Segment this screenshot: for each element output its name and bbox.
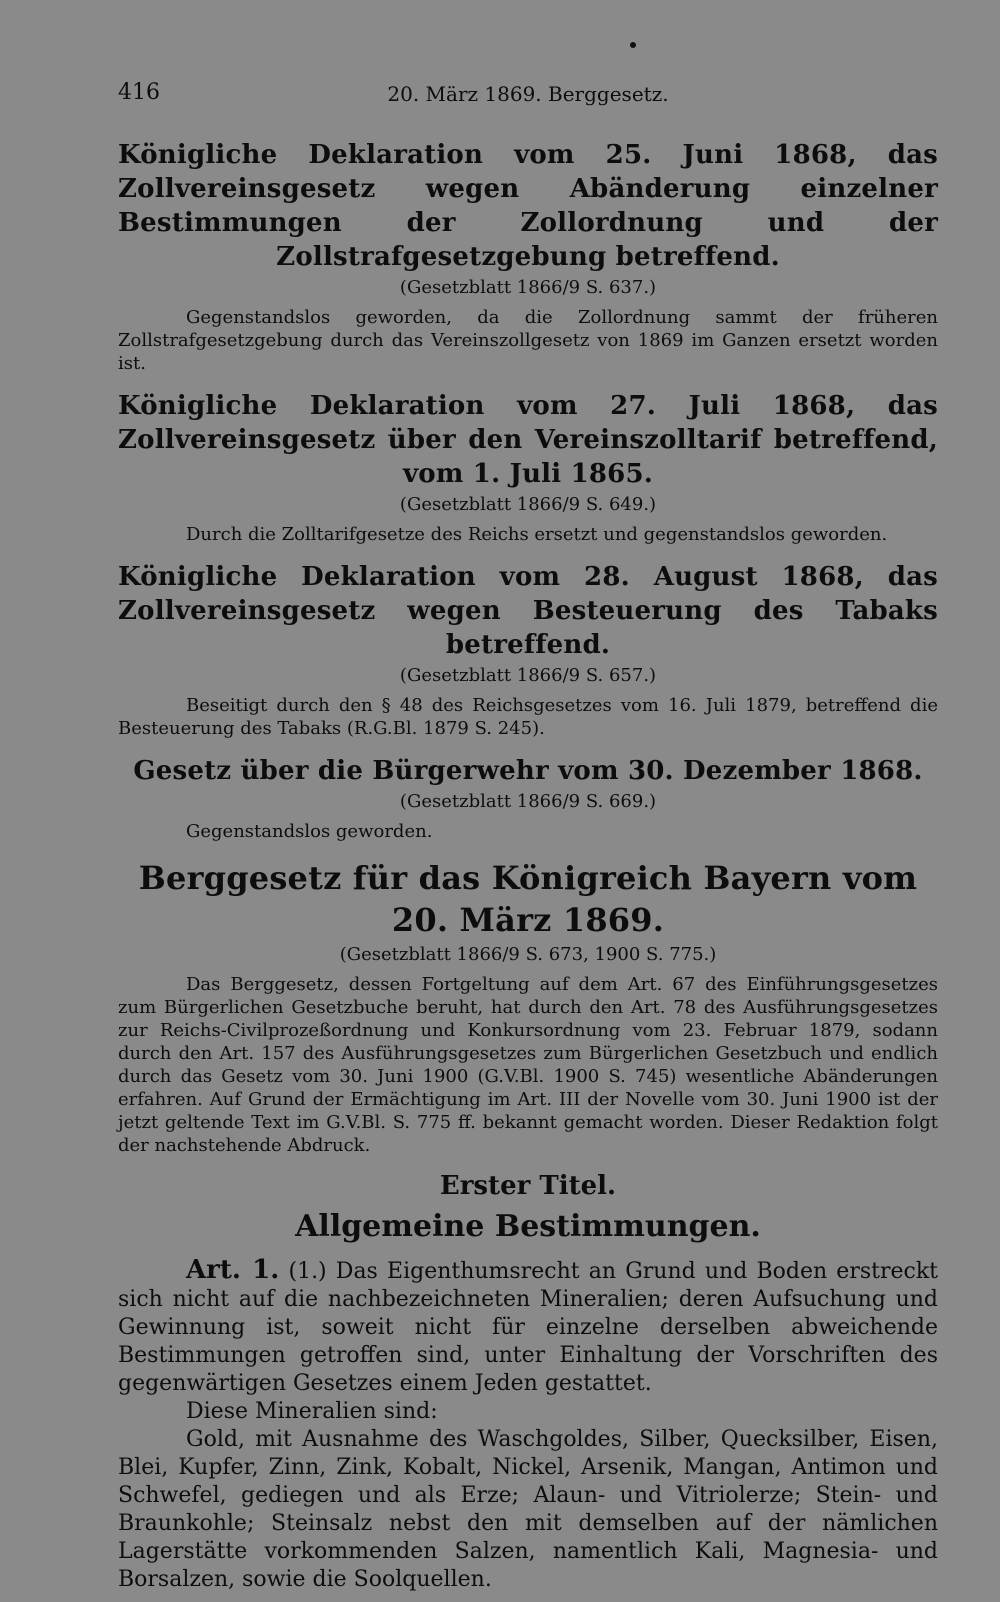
main-law-note: Das Berggesetz, dessen Fortgeltung auf dem Art. 67 des Einführungsgesetzes zum Bürgerlichen Gesetzbuche beruht, hat durch den Art. 78 des Ausführungsgesetzes zur Reichs-Civilprozeßordnung und Konkursordnung vom 23. Februar 1879, sodann durch den Art. 157 des Ausführungsgesetzes zum Bürgerlichen Gesetzbuch und endlich durch das Gesetz vom 30. Juni 1900 (G.V.Bl. 1900 S. 745) wesentliche Abänderungen erfahren. Auf Grund der Ermächtigung im Art. III der Novelle vom 30. Juni 1900 ist der jetzt geltende Text im G.V.Bl. S. 775 ff. bekannt gemacht worden. Dieser Redaktion folgt der nachstehende Abdruck. [118, 974, 938, 1156]
section-berggesetz-1869 [118, 857, 938, 1594]
article-1-text: (1.) Das Eigenthumsrecht an Grund und Boden erstreckt sich nicht auf die nachbezeichneten Mineralien; deren Aufsuchung und Gewinnung ist, soweit nicht für einzelne derselben abweichende Bestimmungen getroffen sind, unter Einhaltung der Vorschriften des gegenwärtigen Gesetzes einem Jeden gestattet. [118, 1259, 938, 1396]
section-title: Königliche Deklaration vom 27. Juli 1868, das Zollvereinsgesetz über den Vereinszolltarif betreffend, vom 1. Juli 1865. [118, 391, 938, 489]
section-buergerwehr-1868 [118, 754, 938, 843]
section-note: Beseitigt durch den § 48 des Reichsgesetzes vom 16. Juli 1879, betreffend die Besteuerung des Tabaks (R.G.Bl. 1879 S. 245). [118, 695, 938, 739]
main-law-source: (Gesetzblatt 1866/9 S. 673, 1900 S. 775.) [339, 944, 717, 965]
print-speck [630, 42, 636, 48]
article-1-mineral-list: Gold, mit Ausnahme des Waschgoldes, Silber, Quecksilber, Eisen, Blei, Kupfer, Zinn, Zink, Kobalt, Nickel, Arsenik, Mangan, Antimon und Schwefel, gediegen und als Erze; Alaun- und Vitriolerze; Stein- und Braunkohle; Steinsalz nebst den mit demselben auf der nämlichen Lagerstätte vorkommenden Salzen, namentlich Kali, Magnesia- und Borsalzen, sowie die Soolquellen. [118, 1427, 938, 1592]
section-title: Königliche Deklaration vom 28. August 1868, das Zollvereinsgesetz wegen Besteuerung des Tabaks betreffend. [118, 562, 938, 660]
section-deklaration-august-1868 [118, 560, 938, 740]
article-label: Art. 1. [186, 1255, 280, 1285]
page-number: 416 [118, 80, 160, 105]
section-source: (Gesetzblatt 1866/9 S. 657.) [399, 665, 657, 686]
section-note: Durch die Zolltarifgesetze des Reichs ersetzt und gegenstandslos geworden. [186, 524, 888, 545]
section-source: (Gesetzblatt 1866/9 S. 637.) [399, 277, 657, 298]
section-deklaration-juni-1868 [118, 138, 938, 375]
section-deklaration-juli-1868 [118, 389, 938, 546]
section-title: Gesetz über die Bürgerwehr vom 30. Dezember 1868. [133, 756, 923, 786]
article-1-paragraph [118, 1256, 938, 1398]
page-header [118, 80, 938, 114]
section-source: (Gesetzblatt 1866/9 S. 669.) [399, 791, 657, 812]
part-heading: Allgemeine Bestimmungen. [295, 1209, 761, 1244]
section-title: Königliche Deklaration vom 25. Juni 1868, das Zollvereinsgesetz wegen Abänderung einzelner Bestimmungen der Zollordnung und der Zollstrafgesetzgebung betreffend. [118, 140, 938, 272]
page-content [118, 138, 938, 1594]
article-1-subparagraph: Diese Mineralien sind: [186, 1399, 438, 1424]
part-title: Erster Titel. [439, 1171, 617, 1201]
section-note: Gegenstandslos geworden, da die Zollordnung sammt der früheren Zollstrafgesetzgebung durch das Vereinszollgesetz von 1869 im Ganzen ersetzt worden ist. [118, 307, 938, 374]
running-title: 20. März 1869. Berggesetz. [387, 82, 669, 106]
main-law-title: Berggesetz für das Königreich Bayern vom 20. März 1869. [138, 859, 918, 939]
section-source: (Gesetzblatt 1866/9 S. 649.) [399, 494, 657, 515]
section-note: Gegenstandslos geworden. [186, 821, 433, 842]
